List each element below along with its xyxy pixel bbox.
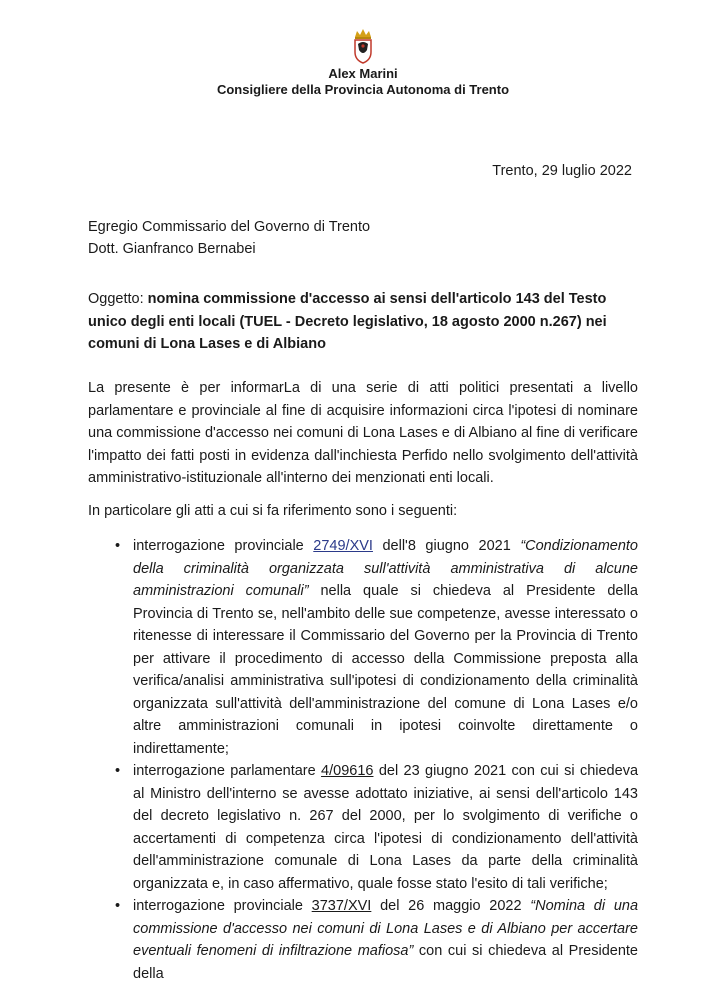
item-title: “Nomina di una commissione d'accesso nei comuni di Lona Lases e di Albiano per accertare eventuali fenomeni di infiltrazione mafiosa” xyxy=(133,898,639,959)
item-middle: del 23 giugno 2021 con cui si chiedeva al Ministro dell'interno se avesse adottato iniziative, ai sensi dell'articolo 143 del decreto legislativo n. 267 del 2000, per lo svolgimento di verifiche o accertamenti di competenza circa l'ipotesi di condizionamento dell'attività dell'amministrazione comunale di Lona Lases da parte della criminalità organizzata e, in caso affermativo, quale fosse stato l'esito di tali verifiche; xyxy=(133,763,639,892)
reference-link[interactable]: 3737/XVI xyxy=(311,898,372,914)
reference-link[interactable]: 2749/XVI xyxy=(313,538,373,554)
trentino-coat-of-arms-icon xyxy=(352,28,374,64)
item-title: “Condizionamento della criminalità organizzata sull'attività amministrativa di alcune amministrazioni comunali” xyxy=(133,538,638,599)
item-prefix: interrogazione provinciale xyxy=(133,898,312,914)
subject xyxy=(88,288,648,356)
recipient-line-2: Dott. Gianfranco Bernabei xyxy=(88,241,256,257)
bullet-icon: • xyxy=(115,763,121,779)
author-role: Consigliere della Provincia Autonoma di Trento xyxy=(216,82,510,97)
body-paragraph: La presente è per informarLa di una serie di atti politici presentati a livello parlamentare e provinciale al fine di acquisire informazioni circa l'ipotesi di nominare una commissione d'accesso nei comuni di Lona Lases e di Albiano al fine di verificare l'impatto dei fatti posti in evidenza dall'inchiesta Perfido nello svolgimento dell'attività amministrativo-istituzionale all'interno dei menzionati enti locali. xyxy=(88,380,638,486)
list-intro: In particolare gli atti a cui si fa riferimento sono i seguenti: xyxy=(88,503,458,519)
list-item xyxy=(115,895,638,985)
item-prefix: interrogazione provinciale xyxy=(133,538,314,554)
subject-text: nomina commissione d'accesso ai sensi dell'articolo 143 del Testo unico degli enti locali (TUEL - Decreto legislativo, 18 agosto 2000 n.267) nei comuni di Lona Lases e di Albiano xyxy=(88,291,607,352)
author-name: Alex Marini xyxy=(328,66,398,81)
recipient-line-1: Egregio Commissario del Governo di Trento xyxy=(88,219,371,235)
item-prefix: interrogazione parlamentare xyxy=(133,763,322,779)
acts-list xyxy=(115,535,638,985)
letterhead xyxy=(0,28,726,98)
item-rest: nella quale si chiedeva al Presidente della Provincia di Trento se, nell'ambito delle sue competenze, avesse interessato o ritenesse di interessare il Commissario del Governo per la Provincia di Trento per attivare il procedimento di accesso della Commissione preposta alla verifica/analisi amministrativa sull'ipotesi di condizionamento della criminalità organizzata sull'attività dell'amministrazione del comune di Lona Lases e/o altre amministrazioni comunali in ipotesi coinvolte direttamente o indirettamente; xyxy=(133,583,638,757)
item-rest: con cui si chiedeva al Presidente della xyxy=(133,943,638,982)
item-middle: del 26 maggio 2022 xyxy=(371,898,531,914)
subject-label: Oggetto: xyxy=(88,291,148,307)
list-item xyxy=(115,760,638,895)
recipient-block xyxy=(88,216,370,260)
list-item xyxy=(115,535,638,760)
item-middle: dell'8 giugno 2021 xyxy=(372,538,521,554)
bullet-icon: • xyxy=(115,538,121,554)
bullet-icon: • xyxy=(115,898,121,914)
reference-link[interactable]: 4/09616 xyxy=(321,763,374,779)
letter-date: Trento, 29 luglio 2022 xyxy=(492,163,632,179)
